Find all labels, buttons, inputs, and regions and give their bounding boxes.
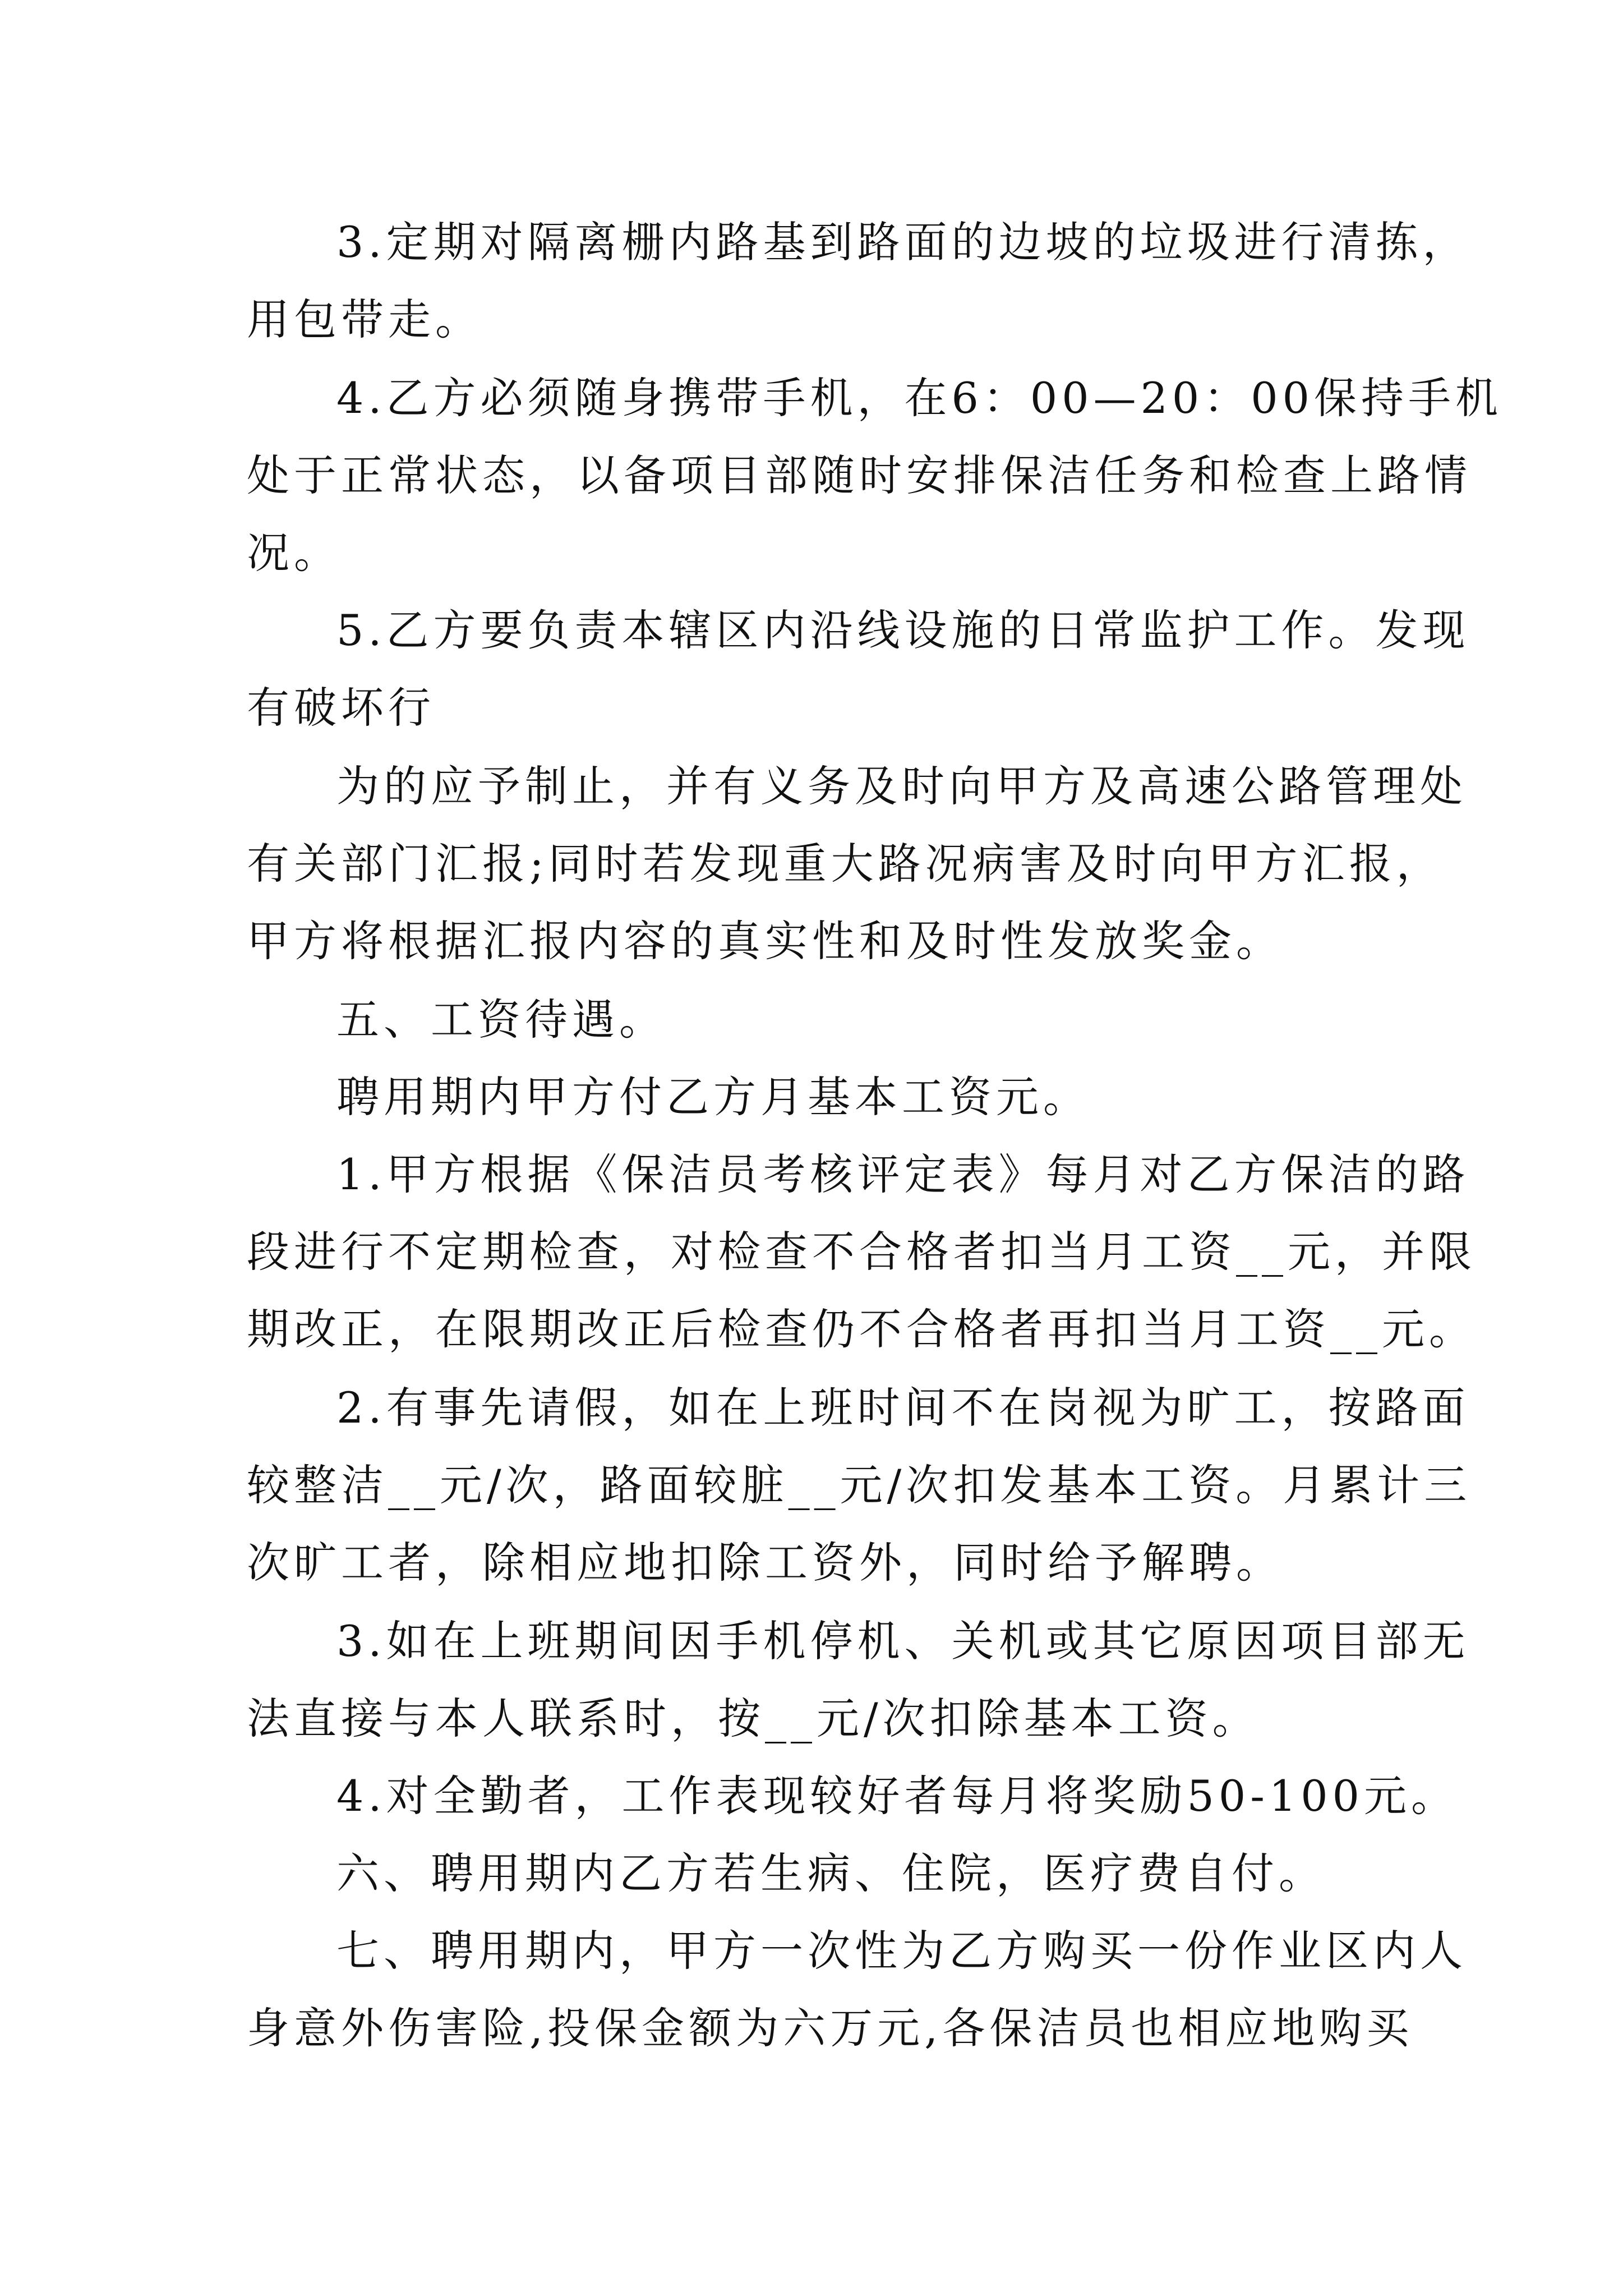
text-line: 较整洁__元/次，路面较脏__元/次扣发基本工资。月累计三 [247,1460,1472,1510]
text-line: 用包带走。 [247,295,482,344]
text-line: 身意外伤害险,投保金额为六万元,各保洁员也相应地购买 [247,2003,1414,2053]
section-heading: 七、聘用期内，甲方一次性为乙方购买一份作业区内人 [336,1926,1467,1976]
text-line: 2.有事先请假，如在上班时间不在岗视为旷工，按路面 [336,1383,1470,1433]
section-heading: 五、工资待遇。 [336,995,666,1045]
text-line: 聘用期内甲方付乙方月基本工资元。 [336,1072,1090,1122]
text-line: 4.乙方必须随身携带手机，在6：00—20：00保持手机 [336,373,1502,423]
text-line: 有破坏行 [247,683,435,733]
text-line: 甲方将根据汇报内容的真实性和及时性发放奖金。 [247,916,1283,966]
text-line: 为的应予制止，并有义务及时向甲方及高速公路管理处 [336,761,1467,811]
text-line: 有关部门汇报;同时若发现重大路况病害及时向甲方汇报， [247,839,1444,889]
text-line: 5.乙方要负责本辖区内沿线设施的日常监护工作。发现 [336,605,1470,655]
text-line: 3.定期对隔离栅内路基到路面的边坡的垃圾进行清拣， [336,217,1470,267]
text-line: 3.如在上班期间因手机停机、关机或其它原因项目部无 [336,1616,1470,1666]
text-line: 期改正，在限期改正后检查仍不合格者再扣当月工资__元。 [247,1304,1476,1354]
text-line: 处于正常状态，以备项目部随时安排保洁任务和检查上路情 [247,450,1472,500]
text-line: 4.对全勤者，工作表现较好者每月将奖励50-100元。 [336,1771,1458,1821]
text-line: 法直接与本人联系时，按__元/次扣除基本工资。 [247,1694,1260,1743]
text-line: 段进行不定期检查，对检查不合格者扣当月工资__元，并限 [247,1227,1476,1277]
text-line: 1.甲方根据《保洁员考核评定表》每月对乙方保洁的路 [336,1149,1470,1199]
section-heading: 六、聘用期内乙方若生病、住院，医疗费自付。 [336,1848,1326,1898]
text-line: 况。 [247,528,341,578]
text-line: 次旷工者，除相应地扣除工资外，同时给予解聘。 [247,1538,1283,1588]
